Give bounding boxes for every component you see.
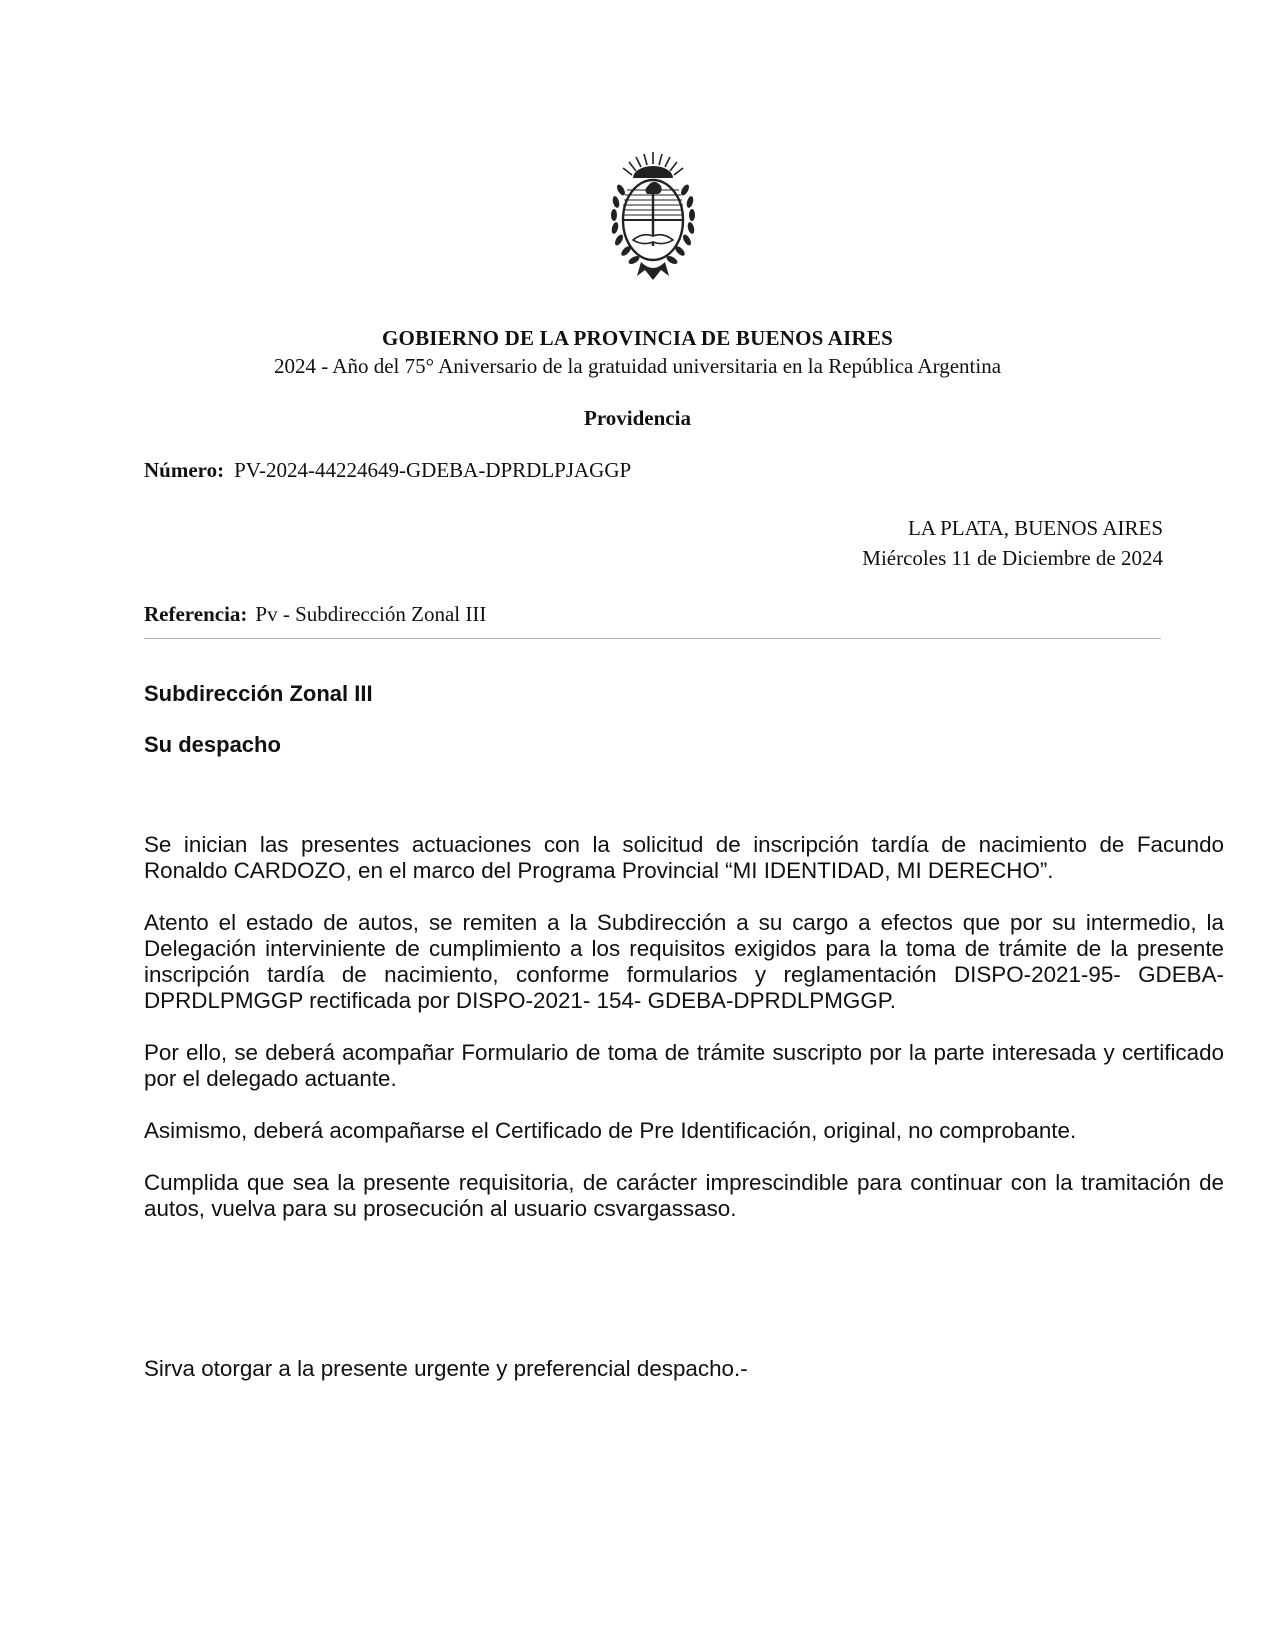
year-motto: 2024 - Año del 75° Aniversario de la gratuidad universitaria en la República Argentina xyxy=(273,354,1002,378)
escudo-nacional-argentino-icon xyxy=(603,150,703,288)
body-paragraph: Asimismo, deberá acompañarse el Certificado de Pre Identificación, original, no comprobante. xyxy=(144,1118,1077,1143)
document-number xyxy=(144,458,631,483)
body-paragraph: Cumplida que sea la presente requisitoria, de carácter imprescindible para continuar con la tramitación de autos, vuelva para su prosecución al usuario csvargassaso. xyxy=(144,1170,1224,1221)
body-paragraph: Se inician las presentes actuaciones con la solicitud de inscripción tardía de nacimiento de Facundo Ronaldo CARDOZO, en el marco del Programa Provincial “MI IDENTIDAD, MI DERECHO”. xyxy=(144,832,1224,883)
place-line: LA PLATA, BUENOS AIRES xyxy=(907,516,1163,540)
closing-line: Sirva otorgar a la presente urgente y preferencial despacho.- xyxy=(144,1356,748,1381)
document-number-label: Número: xyxy=(144,458,225,482)
divider xyxy=(144,638,1161,639)
body-paragraph: Atento el estado de autos, se remiten a la Subdirección a su cargo a efectos que por su intermedio, la Delegación interviniente de cumplimiento a los requisitos exigidos para la toma de trámite de la presente inscripción tardía de nacimiento, conforme formularios y reglamentación DISPO-2021-95- GDEBA-DPRDLPMGGP rectificada por DISPO-2021- 154- GDEBA-DPRDLPMGGP. xyxy=(144,910,1224,1013)
reference-value: Pv - Subdirección Zonal III xyxy=(255,602,487,626)
body-text xyxy=(144,832,1224,1248)
document-type: Providencia xyxy=(584,406,691,430)
addressee-line-1: Subdirección Zonal III xyxy=(144,681,373,706)
document-number-value: PV-2024-44224649-GDEBA-DPRDLPJAGGP xyxy=(234,458,632,482)
government-title: GOBIERNO DE LA PROVINCIA DE BUENOS AIRES xyxy=(382,326,893,350)
date-line: Miércoles 11 de Diciembre de 2024 xyxy=(862,546,1163,570)
addressee-line-2: Su despacho xyxy=(144,732,281,757)
reference-label: Referencia: xyxy=(144,602,248,626)
body-paragraph: Por ello, se deberá acompañar Formulario de toma de trámite suscripto por la parte interesada y certificado por el delegado actuante. xyxy=(144,1040,1224,1091)
reference xyxy=(144,602,486,627)
